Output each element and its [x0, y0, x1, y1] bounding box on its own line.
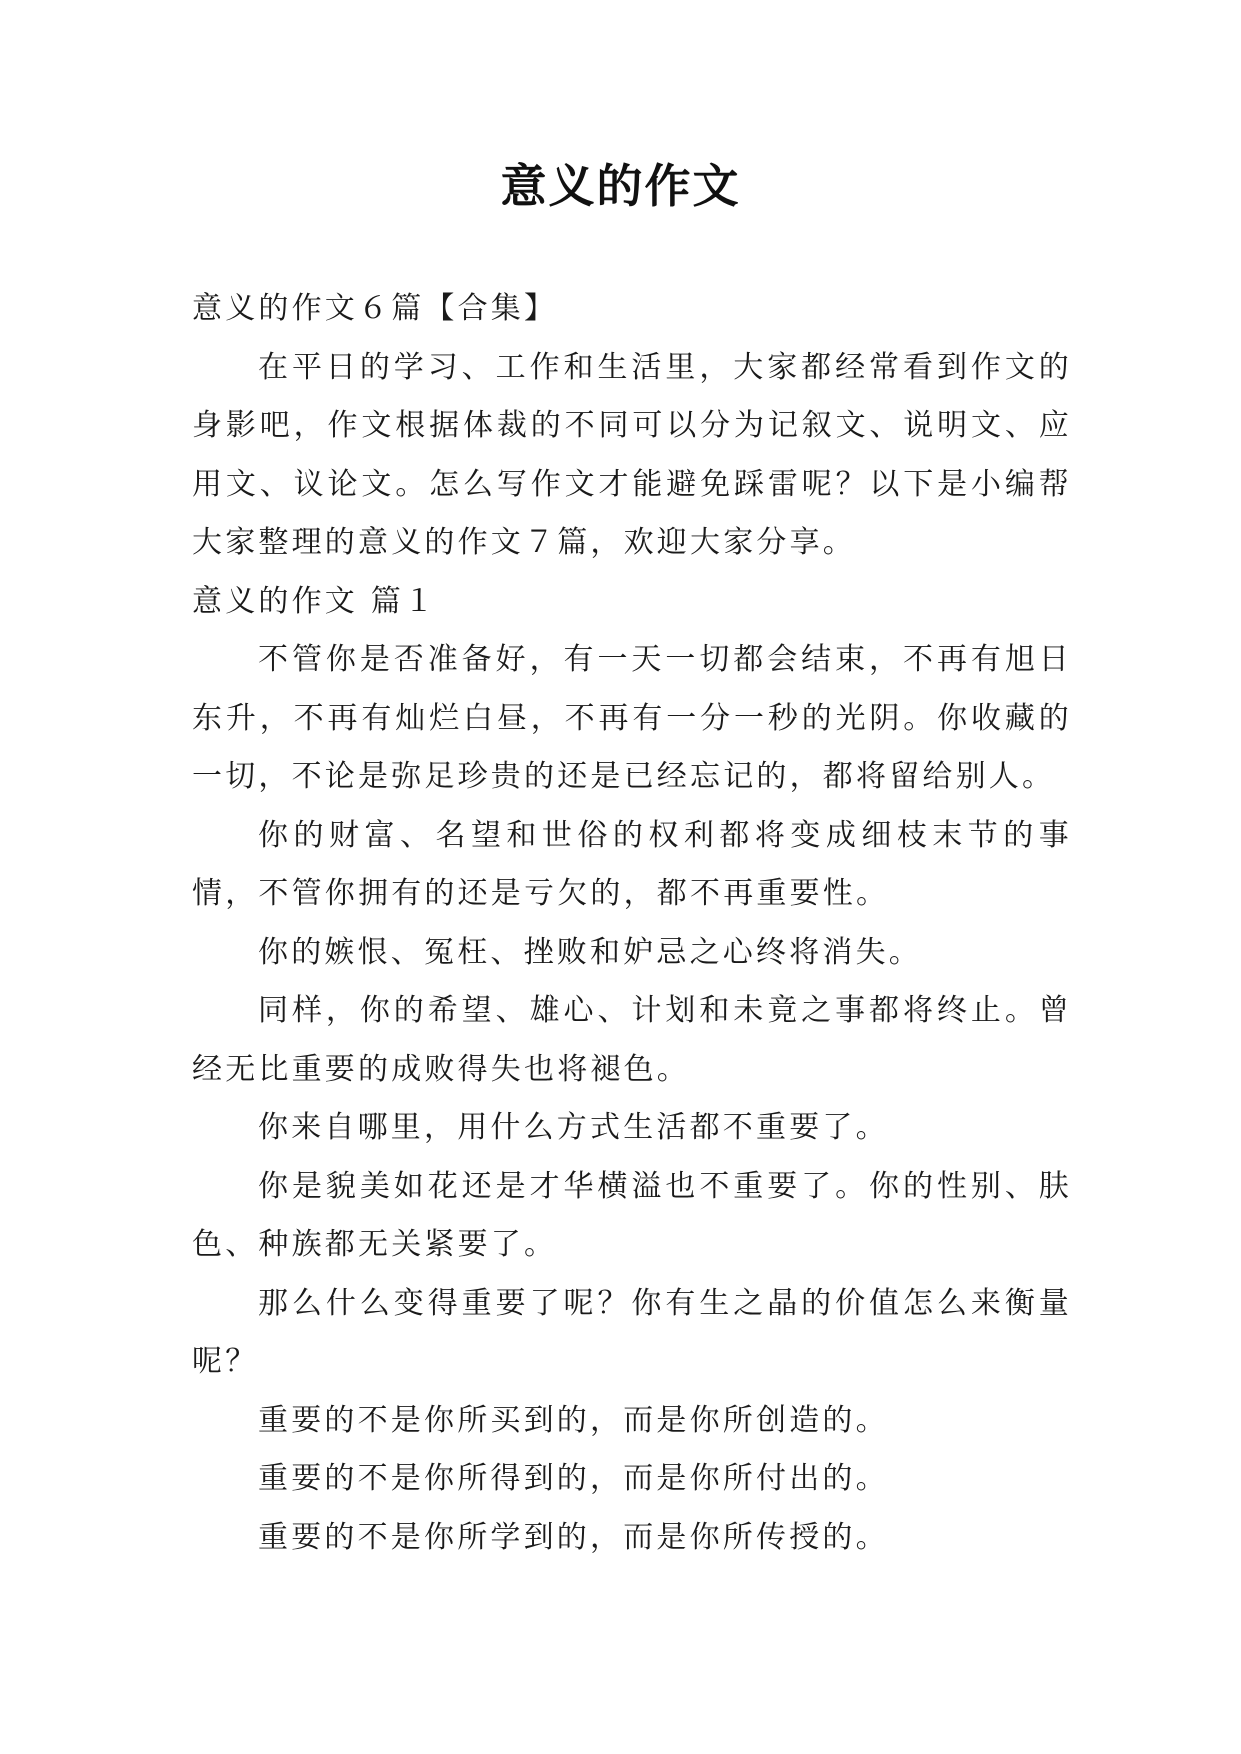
body-paragraph: 重要的不是你所得到的，而是你所付出的。 — [258, 1461, 889, 1496]
document-body — [192, 280, 1072, 1567]
intro-paragraph: 在平日的学习、工作和生活里，大家都经常看到作文的身影吧，作文根据体裁的不同可以分为记叙文、说明文、应用文、议论文。怎么写作文才能避免踩雷呢？以下是小编帮大家整理的意义的作文７篇，欢迎大家分享。 — [192, 349, 1072, 560]
section-heading-1: 意义的作文 篇１ — [192, 583, 438, 619]
body-paragraph: 重要的不是你所买到的，而是你所创造的。 — [258, 1402, 889, 1438]
body-paragraph: 你的嫉恨、冤枉、挫败和妒忌之心终将消失。 — [258, 934, 922, 970]
body-paragraph: 你的财富、名望和世俗的权利都将变成细枝末节的事情，不管你拥有的还是亏欠的，都不再重要性。 — [192, 817, 1072, 911]
body-paragraph: 不管你是否准备好，有一天一切都会结束，不再有旭日东升，不再有灿烂白昼，不再有一分一秒的光阴。你收藏的一切，不论是弥足珍贵的还是已经忘记的，都将留给别人。 — [192, 642, 1072, 794]
body-paragraph: 同样，你的希望、雄心、计划和未竟之事都将终止。曾经无比重要的成败得失也将褪色。 — [192, 993, 1072, 1087]
body-paragraph: 你是貌美如花还是才华横溢也不重要了。你的性别、肤色、种族都无关紧要了。 — [192, 1168, 1072, 1262]
collection-heading: 意义的作文６篇【合集】 — [192, 291, 558, 326]
body-paragraph: 你来自哪里，用什么方式生活都不重要了。 — [258, 1110, 889, 1145]
document-title: 意义的作文 — [500, 159, 741, 213]
body-paragraph: 那么什么变得重要了呢？你有生之晶的价值怎么来衡量呢？ — [192, 1285, 1072, 1379]
body-paragraph: 重要的不是你所学到的，而是你所传授的。 — [258, 1519, 889, 1555]
